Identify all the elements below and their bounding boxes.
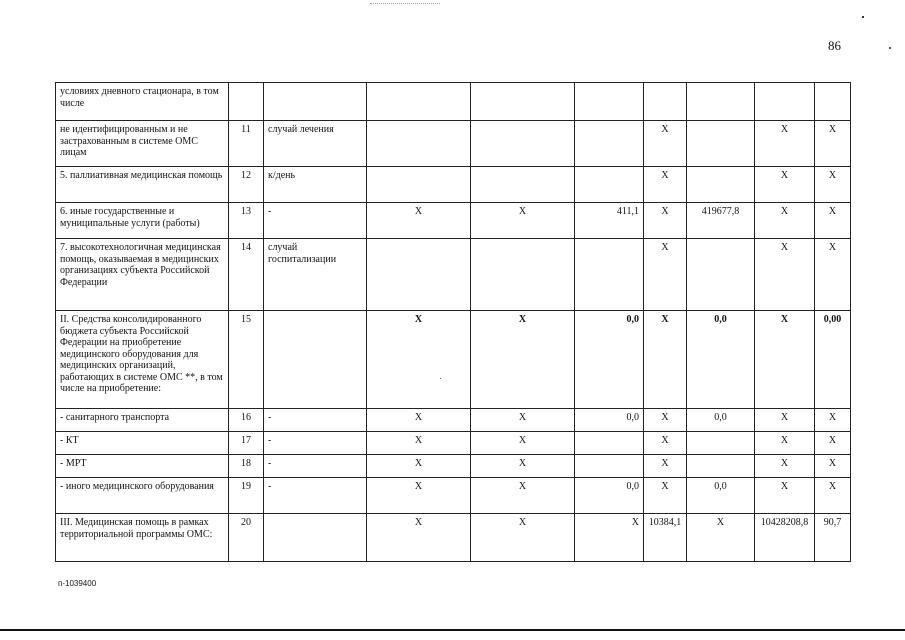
value-cell (575, 432, 644, 455)
value-cell (815, 83, 851, 121)
row-label: 5. паллиативная медицинская помощь (56, 167, 229, 203)
value-cell (575, 121, 644, 167)
table-row (56, 83, 851, 121)
value-cell: X (644, 455, 687, 478)
page-bottom-rule (0, 629, 905, 631)
row-label: - иного медицинского оборудования (56, 478, 229, 514)
value-cell: X (755, 455, 815, 478)
unit-cell (264, 311, 367, 409)
value-cell: X (367, 203, 471, 239)
value-cell: X (755, 121, 815, 167)
value-cell: 90,7 (815, 514, 851, 562)
row-number: 20 (229, 514, 264, 562)
value-cell (367, 167, 471, 203)
value-cell: X (687, 514, 755, 562)
value-cell: X (644, 239, 687, 311)
table-row (56, 311, 851, 409)
value-cell (575, 455, 644, 478)
value-cell: X (644, 409, 687, 432)
value-cell (367, 239, 471, 311)
table-row (56, 455, 851, 478)
value-cell: X (755, 239, 815, 311)
value-cell: X (367, 478, 471, 514)
value-cell: X (815, 121, 851, 167)
value-cell: X (815, 239, 851, 311)
unit-cell: к/день (264, 167, 367, 203)
value-cell: X (755, 203, 815, 239)
value-cell (687, 432, 755, 455)
table-row (56, 203, 851, 239)
table-row (56, 239, 851, 311)
value-cell: X (815, 478, 851, 514)
unit-cell: - (264, 409, 367, 432)
unit-cell: - (264, 455, 367, 478)
value-cell: X (471, 409, 575, 432)
value-cell: X (471, 432, 575, 455)
row-number: 11 (229, 121, 264, 167)
row-number: 14 (229, 239, 264, 311)
value-cell: 0,0 (575, 311, 644, 409)
unit-cell: случай лечения (264, 121, 367, 167)
value-cell: X (471, 514, 575, 562)
row-label: не идентифицированным и не застрахованным в системе ОМС лицам (56, 121, 229, 167)
unit-cell: - (264, 478, 367, 514)
value-cell (575, 167, 644, 203)
row-number: 17 (229, 432, 264, 455)
value-cell (687, 239, 755, 311)
scan-speck (889, 47, 891, 49)
value-cell (687, 83, 755, 121)
value-cell (687, 121, 755, 167)
value-cell (471, 167, 575, 203)
value-cell: 10428208,8 (755, 514, 815, 562)
unit-cell (264, 514, 367, 562)
row-number (229, 83, 264, 121)
table-row (56, 478, 851, 514)
table-row (56, 121, 851, 167)
value-cell: X (575, 514, 644, 562)
value-cell: X (367, 409, 471, 432)
row-label: - МРТ (56, 455, 229, 478)
value-cell: X (644, 311, 687, 409)
value-cell: 419677,8 (687, 203, 755, 239)
row-label: II. Средства консолидированного бюджета субъекта Российской Федерации на приобретение медицинского оборудования для медицинских организаций, работающих в системе ОМС **, в том числе на приобретение: (56, 311, 229, 409)
row-label: - санитарного транспорта (56, 409, 229, 432)
row-number: 12 (229, 167, 264, 203)
table-row (56, 514, 851, 562)
value-cell: X (644, 121, 687, 167)
value-cell: X (815, 167, 851, 203)
value-cell: X (815, 455, 851, 478)
value-cell: X (755, 167, 815, 203)
value-cell (755, 83, 815, 121)
value-cell: X (471, 478, 575, 514)
row-number: 16 (229, 409, 264, 432)
value-cell: X (471, 203, 575, 239)
data-table (55, 82, 851, 562)
unit-cell: - (264, 432, 367, 455)
value-cell: X (471, 455, 575, 478)
value-cell: 0,0 (687, 409, 755, 432)
value-cell: X (367, 514, 471, 562)
value-cell: X (755, 432, 815, 455)
row-label: 7. высокотехнологичная медицинская помощь, оказываемая в медицинских организациях субъекта Российской Федерации (56, 239, 229, 311)
table-row (56, 432, 851, 455)
value-cell (644, 83, 687, 121)
table-row (56, 409, 851, 432)
value-cell (575, 239, 644, 311)
value-cell (367, 83, 471, 121)
scan-top-mark (370, 3, 440, 4)
value-cell: 0,0 (575, 409, 644, 432)
unit-cell: - (264, 203, 367, 239)
unit-cell: случай госпитализации (264, 239, 367, 311)
unit-cell (264, 83, 367, 121)
row-number: 19 (229, 478, 264, 514)
row-number: 13 (229, 203, 264, 239)
page-number: 86 (828, 38, 841, 53)
row-label: условиях дневного стационара, в том числе (56, 83, 229, 121)
value-cell: X (367, 455, 471, 478)
row-label: 6. иные государственные и муниципальные услуги (работы) (56, 203, 229, 239)
value-cell: X (644, 432, 687, 455)
value-cell: X (815, 203, 851, 239)
value-cell: 0,0 (575, 478, 644, 514)
row-label: - КТ (56, 432, 229, 455)
value-cell (471, 239, 575, 311)
value-cell: X (644, 167, 687, 203)
value-cell: X (755, 478, 815, 514)
value-cell: X (755, 311, 815, 409)
row-number: 15 (229, 311, 264, 409)
footer-code: п-1039400 (58, 579, 97, 588)
value-cell: X (367, 311, 471, 409)
scan-speck (862, 16, 864, 18)
value-cell: 0,0 (687, 478, 755, 514)
value-cell: X (644, 478, 687, 514)
table-row (56, 167, 851, 203)
value-cell: X (367, 432, 471, 455)
value-cell: X (755, 409, 815, 432)
value-cell: 0,00 (815, 311, 851, 409)
value-cell: 411,1 (575, 203, 644, 239)
value-cell: X (644, 203, 687, 239)
value-cell (367, 121, 471, 167)
value-cell: X (815, 432, 851, 455)
value-cell: X (471, 311, 575, 409)
value-cell: 10384,1 (644, 514, 687, 562)
row-number: 18 (229, 455, 264, 478)
value-cell (687, 167, 755, 203)
value-cell (687, 455, 755, 478)
row-label: III. Медицинская помощь в рамках территориальной программы ОМС: (56, 514, 229, 562)
value-cell (575, 83, 644, 121)
value-cell: 0,0 (687, 311, 755, 409)
value-cell (471, 83, 575, 121)
value-cell: X (815, 409, 851, 432)
value-cell (471, 121, 575, 167)
